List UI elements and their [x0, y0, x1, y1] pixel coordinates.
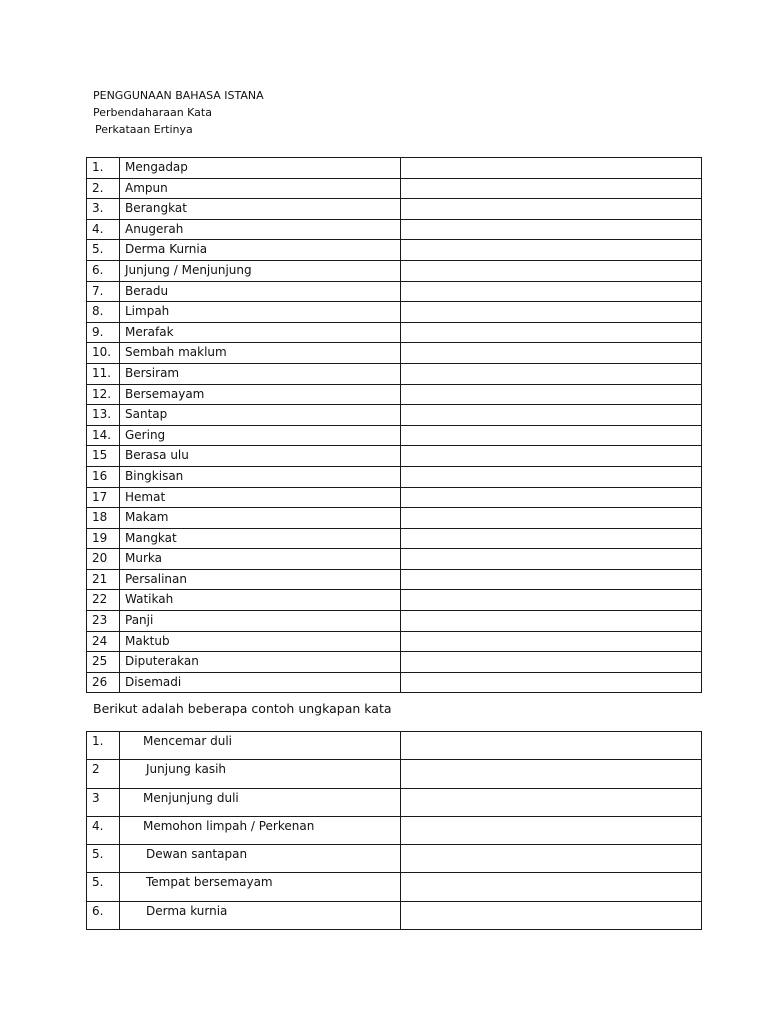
row-number: 5. [87, 845, 120, 873]
row-number: 21 [87, 569, 120, 590]
phrase-cell: Menjunjung duli [120, 788, 401, 816]
row-number: 5. [87, 240, 120, 261]
table-row [87, 672, 702, 693]
meaning-cell[interactable] [401, 760, 702, 788]
table-row [87, 240, 702, 261]
table-row [87, 652, 702, 673]
term-cell: Bingkisan [120, 466, 401, 487]
table-row [87, 788, 702, 816]
meaning-cell[interactable] [401, 405, 702, 426]
meaning-cell[interactable] [401, 901, 702, 929]
term-cell: Ampun [120, 178, 401, 199]
term-cell: Merafak [120, 322, 401, 343]
table-row [87, 405, 702, 426]
meaning-cell[interactable] [401, 631, 702, 652]
row-number: 2. [87, 178, 120, 199]
table-row [87, 631, 702, 652]
table-row [87, 508, 702, 529]
meaning-cell[interactable] [401, 199, 702, 220]
term-cell: Junjung / Menjunjung [120, 260, 401, 281]
row-number: 6. [87, 901, 120, 929]
term-cell: Berasa ulu [120, 446, 401, 467]
phrase-cell: Mencemar duli [120, 732, 401, 760]
meaning-cell[interactable] [401, 845, 702, 873]
table-row [87, 569, 702, 590]
meaning-cell[interactable] [401, 466, 702, 487]
row-number: 18 [87, 508, 120, 529]
term-cell: Mengadap [120, 158, 401, 179]
meaning-cell[interactable] [401, 425, 702, 446]
meaning-cell[interactable] [401, 672, 702, 693]
meaning-cell[interactable] [401, 528, 702, 549]
table-row [87, 446, 702, 467]
table-row [87, 732, 702, 760]
phrase-cell: Tempat bersemayam [120, 873, 401, 901]
phrase-cell: Junjung kasih [120, 760, 401, 788]
meaning-cell[interactable] [401, 446, 702, 467]
row-number: 5. [87, 873, 120, 901]
meaning-cell[interactable] [401, 281, 702, 302]
row-number: 11. [87, 363, 120, 384]
row-number: 1. [87, 732, 120, 760]
meaning-cell[interactable] [401, 343, 702, 364]
term-cell: Gering [120, 425, 401, 446]
term-cell: Diputerakan [120, 652, 401, 673]
row-number: 6. [87, 260, 120, 281]
table-row [87, 816, 702, 844]
table-row [87, 384, 702, 405]
table-row [87, 528, 702, 549]
table-row [87, 549, 702, 570]
meaning-cell[interactable] [401, 384, 702, 405]
table-row [87, 158, 702, 179]
table-row [87, 260, 702, 281]
meaning-cell[interactable] [401, 816, 702, 844]
row-number: 16 [87, 466, 120, 487]
term-cell: Sembah maklum [120, 343, 401, 364]
table-row [87, 219, 702, 240]
meaning-cell[interactable] [401, 508, 702, 529]
row-number: 13. [87, 405, 120, 426]
term-cell: Watikah [120, 590, 401, 611]
table-row [87, 281, 702, 302]
table-row [87, 590, 702, 611]
row-number: 24 [87, 631, 120, 652]
row-number: 15 [87, 446, 120, 467]
row-number: 26 [87, 672, 120, 693]
meaning-cell[interactable] [401, 549, 702, 570]
table-row [87, 487, 702, 508]
term-cell: Anugerah [120, 219, 401, 240]
meaning-cell[interactable] [401, 590, 702, 611]
phrase-cell: Dewan santapan [120, 845, 401, 873]
table-row [87, 363, 702, 384]
meaning-cell[interactable] [401, 611, 702, 632]
table-row [87, 343, 702, 364]
term-cell: Beradu [120, 281, 401, 302]
term-cell: Persalinan [120, 569, 401, 590]
table-row [87, 845, 702, 873]
row-number: 20 [87, 549, 120, 570]
row-number: 23 [87, 611, 120, 632]
meaning-cell[interactable] [401, 363, 702, 384]
meaning-cell[interactable] [401, 652, 702, 673]
term-cell: Bersemayam [120, 384, 401, 405]
term-cell: Bersiram [120, 363, 401, 384]
row-number: 12. [87, 384, 120, 405]
term-cell: Panji [120, 611, 401, 632]
column-caption: Perkataan Ertinya [95, 123, 193, 136]
term-cell: Hemat [120, 487, 401, 508]
row-number: 2 [87, 760, 120, 788]
meaning-cell[interactable] [401, 260, 702, 281]
row-number: 22 [87, 590, 120, 611]
table-row [87, 873, 702, 901]
term-cell: Derma Kurnia [120, 240, 401, 261]
table-row [87, 199, 702, 220]
term-cell: Mangkat [120, 528, 401, 549]
phrase-cell: Memohon limpah / Perkenan [120, 816, 401, 844]
section-subtitle: Perbendaharaan Kata [93, 106, 212, 119]
page-title: PENGGUNAAN BAHASA ISTANA [93, 89, 264, 102]
meaning-cell[interactable] [401, 788, 702, 816]
term-cell: Berangkat [120, 199, 401, 220]
meaning-cell[interactable] [401, 158, 702, 179]
vocabulary-table [86, 157, 702, 693]
table-row [87, 466, 702, 487]
term-cell: Santap [120, 405, 401, 426]
phrase-cell: Derma kurnia [120, 901, 401, 929]
row-number: 4. [87, 219, 120, 240]
meaning-cell[interactable] [401, 873, 702, 901]
row-number: 19 [87, 528, 120, 549]
table-row [87, 760, 702, 788]
meaning-cell[interactable] [401, 732, 702, 760]
term-cell: Limpah [120, 302, 401, 323]
meaning-cell[interactable] [401, 569, 702, 590]
table-row [87, 611, 702, 632]
table-row [87, 322, 702, 343]
row-number: 9. [87, 322, 120, 343]
term-cell: Maktub [120, 631, 401, 652]
meaning-cell[interactable] [401, 487, 702, 508]
row-number: 3 [87, 788, 120, 816]
term-cell: Disemadi [120, 672, 401, 693]
term-cell: Murka [120, 549, 401, 570]
row-number: 8. [87, 302, 120, 323]
meaning-cell[interactable] [401, 219, 702, 240]
table-row [87, 178, 702, 199]
term-cell: Makam [120, 508, 401, 529]
row-number: 3. [87, 199, 120, 220]
row-number: 14. [87, 425, 120, 446]
meaning-cell[interactable] [401, 240, 702, 261]
row-number: 1. [87, 158, 120, 179]
phrases-intro: Berikut adalah beberapa contoh ungkapan kata [93, 701, 392, 716]
meaning-cell[interactable] [401, 322, 702, 343]
row-number: 10. [87, 343, 120, 364]
meaning-cell[interactable] [401, 302, 702, 323]
table-row [87, 302, 702, 323]
row-number: 4. [87, 816, 120, 844]
table-row [87, 425, 702, 446]
row-number: 7. [87, 281, 120, 302]
table-row [87, 901, 702, 929]
phrases-table [86, 731, 702, 930]
meaning-cell[interactable] [401, 178, 702, 199]
row-number: 25 [87, 652, 120, 673]
row-number: 17 [87, 487, 120, 508]
